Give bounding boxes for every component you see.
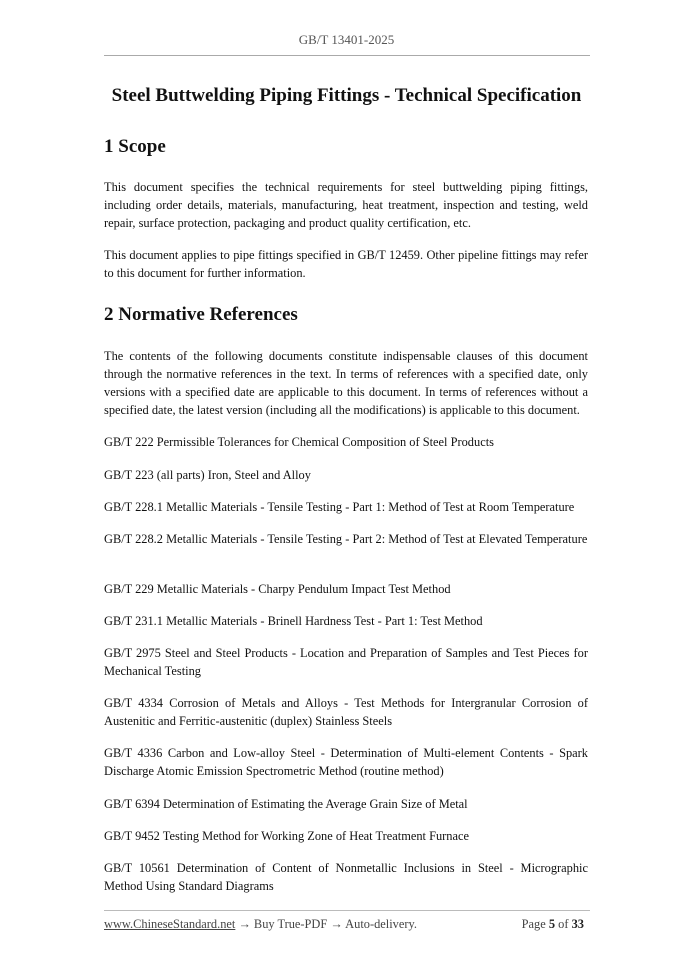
reference-item: GB/T 222 Permissible Tolerances for Chemical Composition of Steel Products xyxy=(104,435,494,449)
current-page: 5 xyxy=(548,917,556,931)
reference-item: GB/T 10561 Determination of Content of Nonmetallic Inclusions in Steel - Micrographic Method Using Standard Diagrams xyxy=(104,861,588,893)
document-title: Steel Buttwelding Piping Fittings - Technical Specification xyxy=(111,85,582,106)
reference-item: GB/T 231.1 Metallic Materials - Brinell Hardness Test - Part 1: Test Method xyxy=(104,614,483,628)
website-link[interactable]: www.ChineseStandard.net xyxy=(104,917,236,931)
page-indicator xyxy=(522,917,584,932)
reference-item: GB/T 229 Metallic Materials - Charpy Pendulum Impact Test Method xyxy=(104,582,451,596)
scope-paragraph-1: This document specifies the technical requirements for steel buttwelding piping fittings, including order details, materials, manufacturing, heat treatment, inspection and testing, weld repair, surface protection, packaging and product quality certification, etc. xyxy=(104,180,588,230)
of-label: of xyxy=(558,917,569,931)
reference-item: GB/T 4334 Corrosion of Metals and Alloys - Test Methods for Intergranular Corrosion of Austenitic and Ferritic-austenitic (duplex) Stainless Steels xyxy=(104,696,588,728)
footer xyxy=(104,917,584,932)
normative-intro-paragraph: The contents of the following documents constitute indispensable clauses of this document through the normative references in the text. In terms of references with a specified date, only versions with a specified date are applicable to this document. In terms of references without a specified date, the latest version (including all the modifications) is applicable to this document. xyxy=(104,349,588,417)
reference-item: GB/T 4336 Carbon and Low-alloy Steel - Determination of Multi-element Contents - Spark Discharge Atomic Emission Spectrometric Method (routine method) xyxy=(104,746,588,778)
reference-item: GB/T 228.1 Metallic Materials - Tensile Testing - Part 1: Method of Test at Room Temperature xyxy=(104,500,575,514)
reference-item: GB/T 223 (all parts) Iron, Steel and Alloy xyxy=(104,468,311,482)
reference-item: GB/T 6394 Determination of Estimating the Average Grain Size of Metal xyxy=(104,797,468,811)
reference-item: GB/T 9452 Testing Method for Working Zone of Heat Treatment Furnace xyxy=(104,829,469,843)
header-rule xyxy=(104,55,590,56)
scope-paragraph-2: This document applies to pipe fittings specified in GB/T 12459. Other pipeline fittings may refer to this document for further information. xyxy=(104,248,588,280)
reference-item: GB/T 228.2 Metallic Materials - Tensile Testing - Part 2: Method of Test at Elevated Temperature xyxy=(104,532,588,546)
document-id-header: GB/T 13401-2025 xyxy=(298,32,395,47)
footer-promo-text: → Buy True-PDF → Auto-delivery. xyxy=(235,917,417,931)
section-heading-scope: 1 Scope xyxy=(104,136,166,157)
reference-item: GB/T 2975 Steel and Steel Products - Location and Preparation of Samples and Test Pieces for Mechanical Testing xyxy=(104,646,588,678)
total-pages: 33 xyxy=(571,917,584,931)
page-label: Page xyxy=(521,917,546,931)
footer-rule xyxy=(104,910,590,911)
section-heading-normative-references: 2 Normative References xyxy=(104,304,298,325)
